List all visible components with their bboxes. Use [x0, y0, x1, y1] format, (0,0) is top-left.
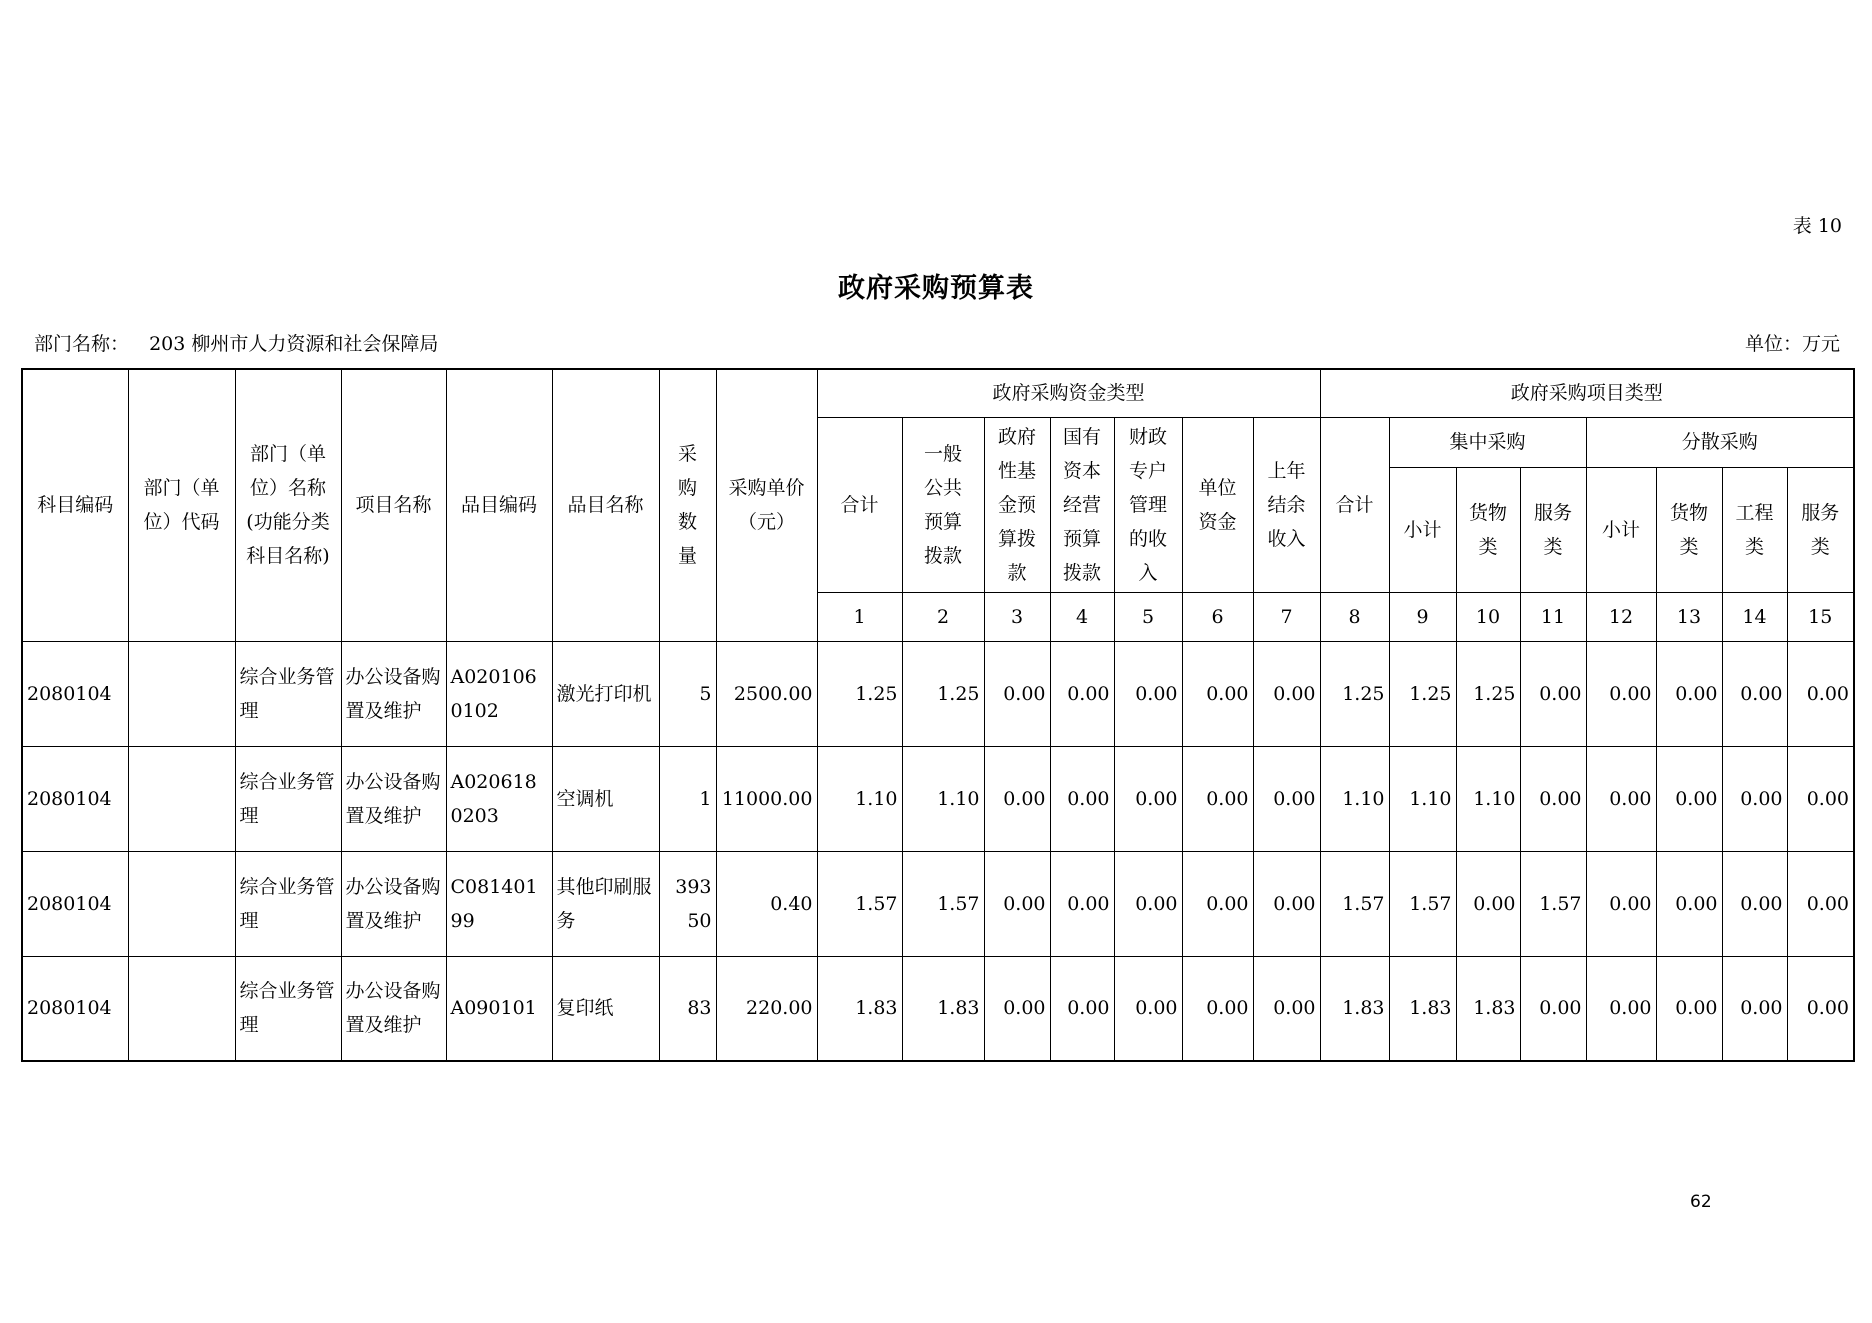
- cell-amount: 0.00: [1050, 746, 1114, 851]
- cell-amount: 1.83: [817, 956, 902, 1061]
- cell-amount: 0.00: [1114, 641, 1182, 746]
- cell-amount: 0.00: [1253, 746, 1320, 851]
- cell-dept-code: [128, 746, 235, 851]
- cell-project-name: 办公设备购置及维护: [341, 641, 446, 746]
- cell-item-name: 激光打印机: [552, 641, 659, 746]
- cell-amount: 0.00: [1520, 746, 1586, 851]
- col-dept-name: 部门（单位）名称(功能分类科目名称): [235, 369, 341, 641]
- cell-amount: 0.00: [1050, 851, 1114, 956]
- cell-amount: 0.00: [1586, 851, 1656, 956]
- cell-amount: 0.00: [1182, 746, 1253, 851]
- col-central-services-label: 服务类: [1534, 501, 1573, 558]
- cell-amount: 0.00: [1520, 956, 1586, 1061]
- col-subject-code: 科目编码: [22, 369, 128, 641]
- cell-dept-name: 综合业务管理: [235, 641, 341, 746]
- cell-amount: 0.00: [1050, 641, 1114, 746]
- cell-amount: 1.25: [1456, 641, 1520, 746]
- cell-amount: 0.00: [984, 641, 1050, 746]
- col-dispersed-works: [1722, 467, 1787, 592]
- table-row: [22, 746, 1854, 851]
- cell-amount: 0.00: [1656, 641, 1722, 746]
- col-gov-fund: [984, 417, 1050, 592]
- col-central-goods: [1456, 467, 1520, 592]
- cell-amount: 0.00: [1050, 956, 1114, 1061]
- cell-amount: 0.00: [1787, 641, 1854, 746]
- cell-amount: 0.00: [1253, 641, 1320, 746]
- cell-dept-name: 综合业务管理: [235, 851, 341, 956]
- col-unit-price: 采购单价（元）: [716, 369, 817, 641]
- col-dispersed-goods-label: 货物类: [1670, 501, 1709, 558]
- cell-dept-name: 综合业务管理: [235, 956, 341, 1061]
- col-quantity: [659, 369, 716, 641]
- cell-quantity: 5: [659, 641, 716, 746]
- cell-project-name: 办公设备购置及维护: [341, 956, 446, 1061]
- col-number: 7: [1253, 592, 1320, 641]
- col-number: 2: [902, 592, 984, 641]
- cell-item-code: A0201060102: [446, 641, 552, 746]
- cell-amount: 0.00: [1787, 956, 1854, 1061]
- table-row: [22, 956, 1854, 1061]
- cell-amount: 0.00: [1656, 956, 1722, 1061]
- procurement-budget-table: [21, 368, 1855, 1062]
- department-line: [34, 329, 438, 356]
- col-state-capital-label: 国有资本经营预算拨款: [1062, 425, 1101, 584]
- col-dispersed-goods: [1656, 467, 1722, 592]
- col-special-account-label: 财政专户管理的收入: [1128, 425, 1167, 584]
- col-unit-fund: [1182, 417, 1253, 592]
- group-fund-type: 政府采购资金类型: [817, 369, 1320, 417]
- cell-amount: 0.00: [1520, 641, 1586, 746]
- cell-project-name: 办公设备购置及维护: [341, 746, 446, 851]
- cell-amount: 0.00: [1586, 956, 1656, 1061]
- unit-label: 单位：万元: [1744, 333, 1840, 355]
- table-number: 表 10: [1792, 215, 1842, 237]
- cell-amount: 1.25: [902, 641, 984, 746]
- cell-amount: 0.00: [1787, 746, 1854, 851]
- cell-item-code: A0206180203: [446, 746, 552, 851]
- cell-quantity: 83: [659, 956, 716, 1061]
- cell-amount: 0.00: [1182, 956, 1253, 1061]
- col-number: 6: [1182, 592, 1253, 641]
- group-dispersed: 分散采购: [1586, 417, 1854, 467]
- cell-amount: 0.00: [1114, 956, 1182, 1061]
- col-dispersed-works-label: 工程类: [1735, 501, 1774, 558]
- col-number: 3: [984, 592, 1050, 641]
- col-fund-total: 合计: [817, 417, 902, 592]
- cell-amount: 0.00: [1722, 641, 1787, 746]
- cell-amount: 1.25: [817, 641, 902, 746]
- cell-amount: 1.57: [902, 851, 984, 956]
- cell-amount: 0.00: [1787, 851, 1854, 956]
- col-quantity-label: 采购数量: [677, 443, 697, 568]
- cell-amount: 0.00: [1656, 746, 1722, 851]
- col-number: 10: [1456, 592, 1520, 641]
- col-dispersed-services-label: 服务类: [1801, 501, 1840, 558]
- cell-amount: 0.00: [1182, 641, 1253, 746]
- col-number: 4: [1050, 592, 1114, 641]
- cell-amount: 1.10: [1456, 746, 1520, 851]
- cell-amount: 0.00: [1722, 851, 1787, 956]
- col-gov-fund-label: 政府性基金预算拨款: [997, 425, 1036, 584]
- col-item-code: 品目编码: [446, 369, 552, 641]
- col-number: 9: [1389, 592, 1456, 641]
- cell-unit-price: 11000.00: [716, 746, 817, 851]
- cell-subject-code: 2080104: [22, 746, 128, 851]
- col-carryover: [1253, 417, 1320, 592]
- cell-amount: 1.83: [1320, 956, 1389, 1061]
- cell-amount: 0.00: [984, 746, 1050, 851]
- group-central: 集中采购: [1389, 417, 1586, 467]
- col-dept-code: 部门（单位）代码: [128, 369, 235, 641]
- cell-amount: 0.00: [1722, 746, 1787, 851]
- cell-amount: 1.83: [1456, 956, 1520, 1061]
- cell-dept-code: [128, 956, 235, 1061]
- cell-amount: 1.57: [1389, 851, 1456, 956]
- col-number: 12: [1586, 592, 1656, 641]
- col-number: 1: [817, 592, 902, 641]
- cell-project-name: 办公设备购置及维护: [341, 851, 446, 956]
- cell-amount: 1.10: [1320, 746, 1389, 851]
- cell-amount: 0.00: [1586, 641, 1656, 746]
- cell-quantity: 39350: [659, 851, 716, 956]
- table-row: [22, 641, 1854, 746]
- cell-subject-code: 2080104: [22, 956, 128, 1061]
- cell-item-code: C08140199: [446, 851, 552, 956]
- cell-amount: 1.57: [1520, 851, 1586, 956]
- cell-amount: 1.10: [817, 746, 902, 851]
- cell-unit-price: 2500.00: [716, 641, 817, 746]
- col-number: 13: [1656, 592, 1722, 641]
- cell-quantity: 1: [659, 746, 716, 851]
- cell-item-name: 复印纸: [552, 956, 659, 1061]
- cell-amount: 0.00: [1114, 851, 1182, 956]
- col-item-name: 品目名称: [552, 369, 659, 641]
- cell-amount: 1.10: [1389, 746, 1456, 851]
- col-central-services: [1520, 467, 1586, 592]
- cell-amount: 1.57: [1320, 851, 1389, 956]
- table-row: [22, 851, 1854, 956]
- cell-amount: 1.25: [1389, 641, 1456, 746]
- col-unit-fund-label: 单位资金: [1198, 476, 1237, 533]
- cell-item-name: 空调机: [552, 746, 659, 851]
- cell-amount: 1.57: [817, 851, 902, 956]
- cell-subject-code: 2080104: [22, 641, 128, 746]
- col-project-total: 合计: [1320, 417, 1389, 592]
- page-title: 政府采购预算表: [838, 273, 1034, 304]
- cell-amount: 1.83: [902, 956, 984, 1061]
- cell-amount: 1.83: [1389, 956, 1456, 1061]
- cell-dept-name: 综合业务管理: [235, 746, 341, 851]
- col-dispersed-services: [1787, 467, 1854, 592]
- cell-amount: 0.00: [1456, 851, 1520, 956]
- cell-amount: 1.10: [902, 746, 984, 851]
- col-general-budget: [902, 417, 984, 592]
- cell-amount: 1.25: [1320, 641, 1389, 746]
- col-number: 5: [1114, 592, 1182, 641]
- group-project-type: 政府采购项目类型: [1320, 369, 1854, 417]
- col-carryover-label: 上年结余收入: [1267, 459, 1306, 550]
- col-central-goods-label: 货物类: [1469, 501, 1508, 558]
- col-state-capital: [1050, 417, 1114, 592]
- col-number: 11: [1520, 592, 1586, 641]
- cell-item-name: 其他印刷服务: [552, 851, 659, 956]
- cell-unit-price: 0.40: [716, 851, 817, 956]
- page-number: 62: [1690, 1192, 1712, 1212]
- col-number: 15: [1787, 592, 1854, 641]
- col-number: 8: [1320, 592, 1389, 641]
- col-dispersed-subtotal: 小计: [1586, 467, 1656, 592]
- cell-amount: 0.00: [1182, 851, 1253, 956]
- col-special-account: [1114, 417, 1182, 592]
- cell-subject-code: 2080104: [22, 851, 128, 956]
- col-project-name: 项目名称: [341, 369, 446, 641]
- department-label: 部门名称：: [34, 333, 130, 355]
- cell-amount: 0.00: [984, 956, 1050, 1061]
- cell-amount: 0.00: [984, 851, 1050, 956]
- cell-unit-price: 220.00: [716, 956, 817, 1061]
- cell-amount: 0.00: [1722, 956, 1787, 1061]
- cell-amount: 0.00: [1253, 956, 1320, 1061]
- department-value: 203 柳州市人力资源和社会保障局: [149, 333, 439, 355]
- col-central-subtotal: 小计: [1389, 467, 1456, 592]
- cell-dept-code: [128, 851, 235, 956]
- cell-amount: 0.00: [1114, 746, 1182, 851]
- cell-amount: 0.00: [1253, 851, 1320, 956]
- cell-dept-code: [128, 641, 235, 746]
- col-number: 14: [1722, 592, 1787, 641]
- col-general-budget-label: 一般公共预算拨款: [923, 442, 962, 567]
- cell-amount: 0.00: [1586, 746, 1656, 851]
- cell-item-code: A090101: [446, 956, 552, 1061]
- cell-amount: 0.00: [1656, 851, 1722, 956]
